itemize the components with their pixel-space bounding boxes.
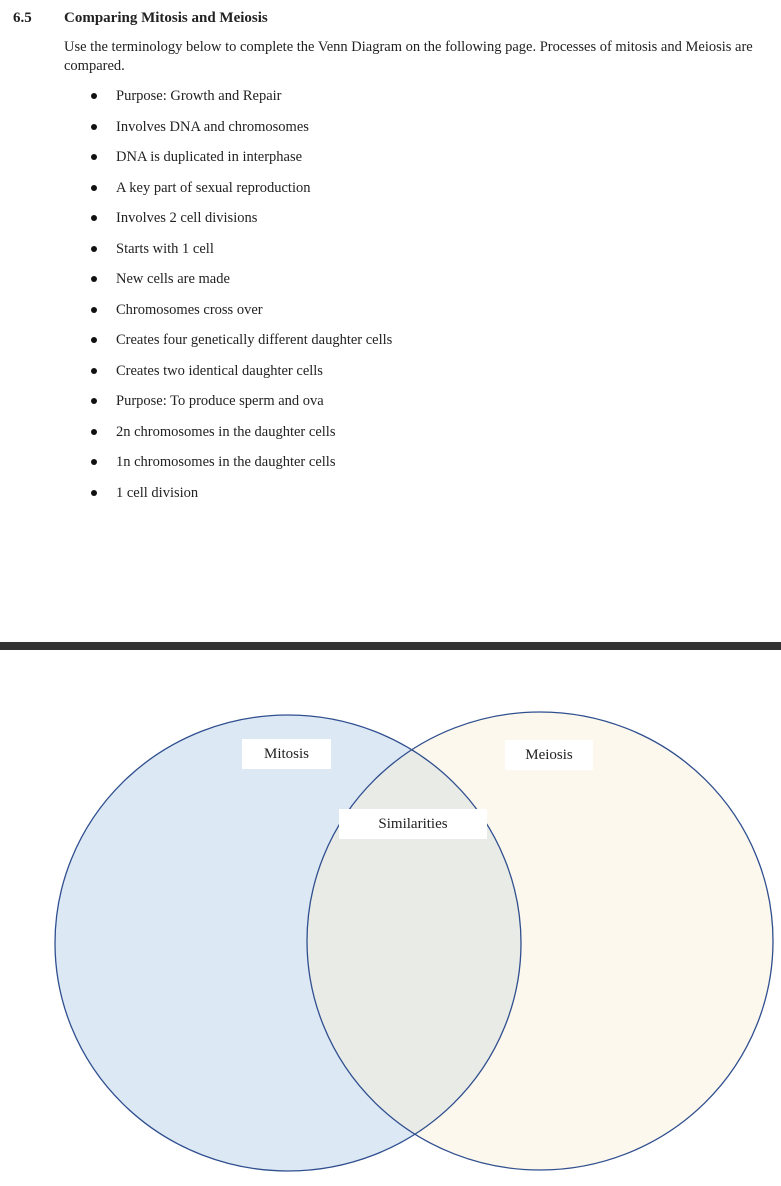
list-item <box>88 483 392 514</box>
list-item <box>88 269 392 300</box>
term-text: Involves DNA and chromosomes <box>116 118 309 135</box>
bullet-icon <box>91 429 97 435</box>
term-text: Purpose: Growth and Repair <box>116 88 282 104</box>
term-text: Creates four genetically different daughter cells <box>116 332 393 348</box>
list-item <box>88 86 392 117</box>
list-item <box>88 147 392 178</box>
bullet-icon <box>91 154 97 160</box>
list-item <box>88 330 392 361</box>
list-item <box>88 361 392 392</box>
bullet-icon <box>91 185 97 191</box>
bullet-icon <box>91 276 97 282</box>
bullet-icon <box>91 490 97 496</box>
list-item <box>88 422 392 453</box>
list-item <box>88 208 392 239</box>
section-title: Comparing Mitosis and Meiosis <box>64 10 268 26</box>
bullet-icon <box>91 93 97 99</box>
bullet-icon <box>91 124 97 130</box>
meiosis-label[interactable]: Meiosis <box>505 740 593 770</box>
bullet-icon <box>91 368 97 374</box>
term-text: 1 cell division <box>116 484 199 501</box>
venn-diagram <box>0 700 781 1186</box>
bullet-icon <box>91 337 97 343</box>
bullet-icon <box>91 246 97 252</box>
term-text: DNA is duplicated in interphase <box>116 149 303 165</box>
page-divider <box>0 642 781 650</box>
list-item <box>88 452 392 483</box>
list-item <box>88 178 392 209</box>
term-text: New cells are made <box>116 271 230 287</box>
bullet-icon <box>91 307 97 313</box>
term-text: Purpose: To produce sperm and ova <box>116 393 324 409</box>
bullet-icon <box>91 215 97 221</box>
instructions-paragraph: Use the terminology below to complete the Venn Diagram on the following page. Processes of mitosis and Meiosis are compared. <box>64 39 753 74</box>
mitosis-label[interactable]: Mitosis <box>242 739 331 769</box>
list-item <box>88 239 392 270</box>
term-text: 1n chromosomes in the daughter cells <box>116 454 336 470</box>
term-text: Chromosomes cross over <box>116 301 263 318</box>
term-text: Involves 2 cell divisions <box>116 210 258 226</box>
term-text: Creates two identical daughter cells <box>116 362 323 379</box>
list-item <box>88 300 392 331</box>
list-item <box>88 391 392 422</box>
bullet-icon <box>91 459 97 465</box>
bullet-icon <box>91 398 97 404</box>
term-text: Starts with 1 cell <box>116 240 214 257</box>
list-item <box>88 117 392 148</box>
term-text: A key part of sexual reproduction <box>116 179 311 196</box>
similarities-label[interactable]: Similarities <box>339 809 487 839</box>
section-number: 6.5 <box>13 10 32 26</box>
terminology-list <box>88 86 392 513</box>
term-text: 2n chromosomes in the daughter cells <box>116 423 336 440</box>
